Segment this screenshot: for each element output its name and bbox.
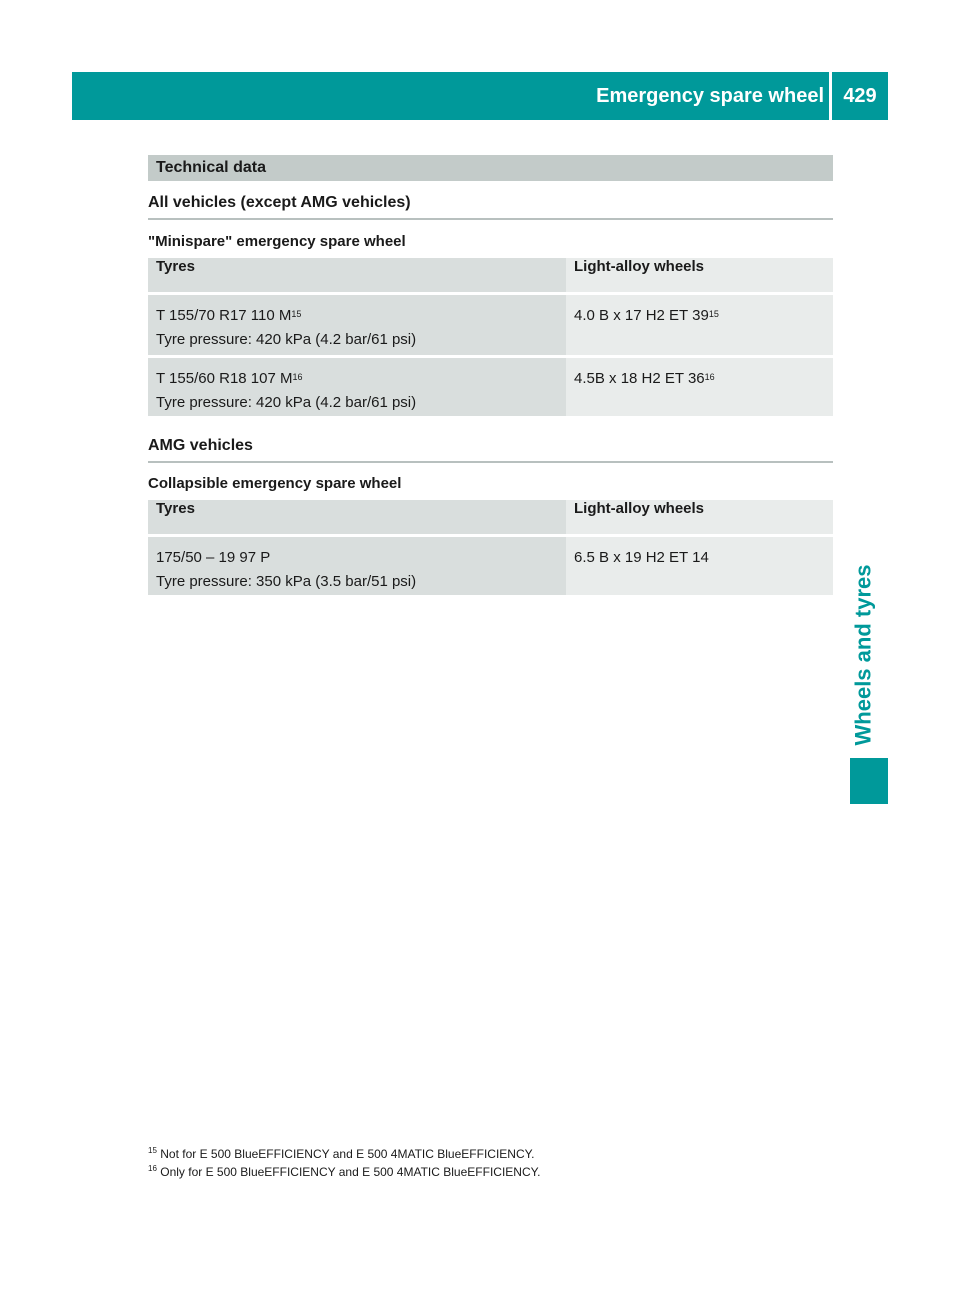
- tyre-size: 175/50 – 19 97 P: [156, 549, 271, 566]
- footnote-number: 15: [148, 1146, 157, 1155]
- wheel-cell: [566, 295, 833, 355]
- footnote-text: Not for E 500 BlueEFFICIENCY and E 500 4MATIC BlueEFFICIENCY.: [160, 1147, 535, 1161]
- minispare-table: [148, 255, 833, 419]
- wheel-size: 4.0 B x 17 H2 ET 39: [574, 307, 709, 324]
- wheel-spec: [574, 368, 833, 390]
- table-row: [148, 295, 833, 355]
- table-row: [148, 537, 833, 595]
- tyre-cell: [148, 358, 566, 416]
- footnote-ref: 15: [291, 309, 302, 319]
- footnote-ref: 16: [704, 372, 715, 382]
- footnote-number: 16: [148, 1164, 157, 1173]
- footnotes: [148, 1145, 540, 1181]
- chapter-tab-label: Wheels and tyres: [850, 564, 876, 746]
- chapter-tab: [838, 555, 888, 755]
- tyre-pressure: Tyre pressure: 420 kPa (4.2 bar/61 psi): [156, 394, 417, 411]
- wheel-cell: [566, 358, 833, 416]
- chapter-tab-marker: [850, 758, 888, 804]
- table-header-row: [148, 500, 833, 534]
- tyre-pressure: Tyre pressure: 350 kPa (3.5 bar/51 psi): [156, 573, 417, 590]
- section-title: Technical data: [148, 155, 833, 181]
- column-header-tyres: Tyres: [148, 500, 566, 534]
- footnote-ref: 15: [708, 309, 719, 319]
- tyre-pressure: Tyre pressure: 420 kPa (4.2 bar/61 psi): [156, 331, 417, 348]
- column-header-wheels: Light-alloy wheels: [566, 258, 833, 292]
- tyre-size: T 155/60 R18 107 M: [156, 370, 293, 387]
- wheel-size: 4.5B x 18 H2 ET 36: [574, 370, 705, 387]
- footnote-text: Only for E 500 BlueEFFICIENCY and E 500 4MATIC BlueEFFICIENCY.: [160, 1165, 541, 1179]
- wheel-size: 6.5 B x 19 H2 ET 14: [574, 549, 709, 566]
- page-number: 429: [843, 85, 877, 107]
- heading-amg-vehicles: AMG vehicles: [148, 437, 833, 463]
- tyre-spec: [156, 305, 566, 327]
- tyre-spec: [156, 368, 566, 390]
- column-header-tyres: Tyres: [148, 258, 566, 292]
- heading-all-vehicles: All vehicles (except AMG vehicles): [148, 194, 833, 220]
- header-title: Emergency spare wheel: [596, 85, 824, 107]
- footnote-ref: 16: [292, 372, 303, 382]
- column-header-wheels: Light-alloy wheels: [566, 500, 833, 534]
- table-header-row: [148, 258, 833, 292]
- wheel-spec: [574, 305, 833, 327]
- tyre-cell: [148, 295, 566, 355]
- subheading-minispare: "Minispare" emergency spare wheel: [148, 233, 406, 250]
- collapsible-table: [148, 497, 833, 598]
- footnote: [148, 1163, 540, 1181]
- subheading-collapsible: Collapsible emergency spare wheel: [148, 475, 402, 492]
- footnote: [148, 1145, 540, 1163]
- tyre-size: T 155/70 R17 110 M: [156, 307, 292, 324]
- tyre-cell: [148, 537, 566, 595]
- wheel-cell: [566, 537, 833, 595]
- table-row: [148, 358, 833, 416]
